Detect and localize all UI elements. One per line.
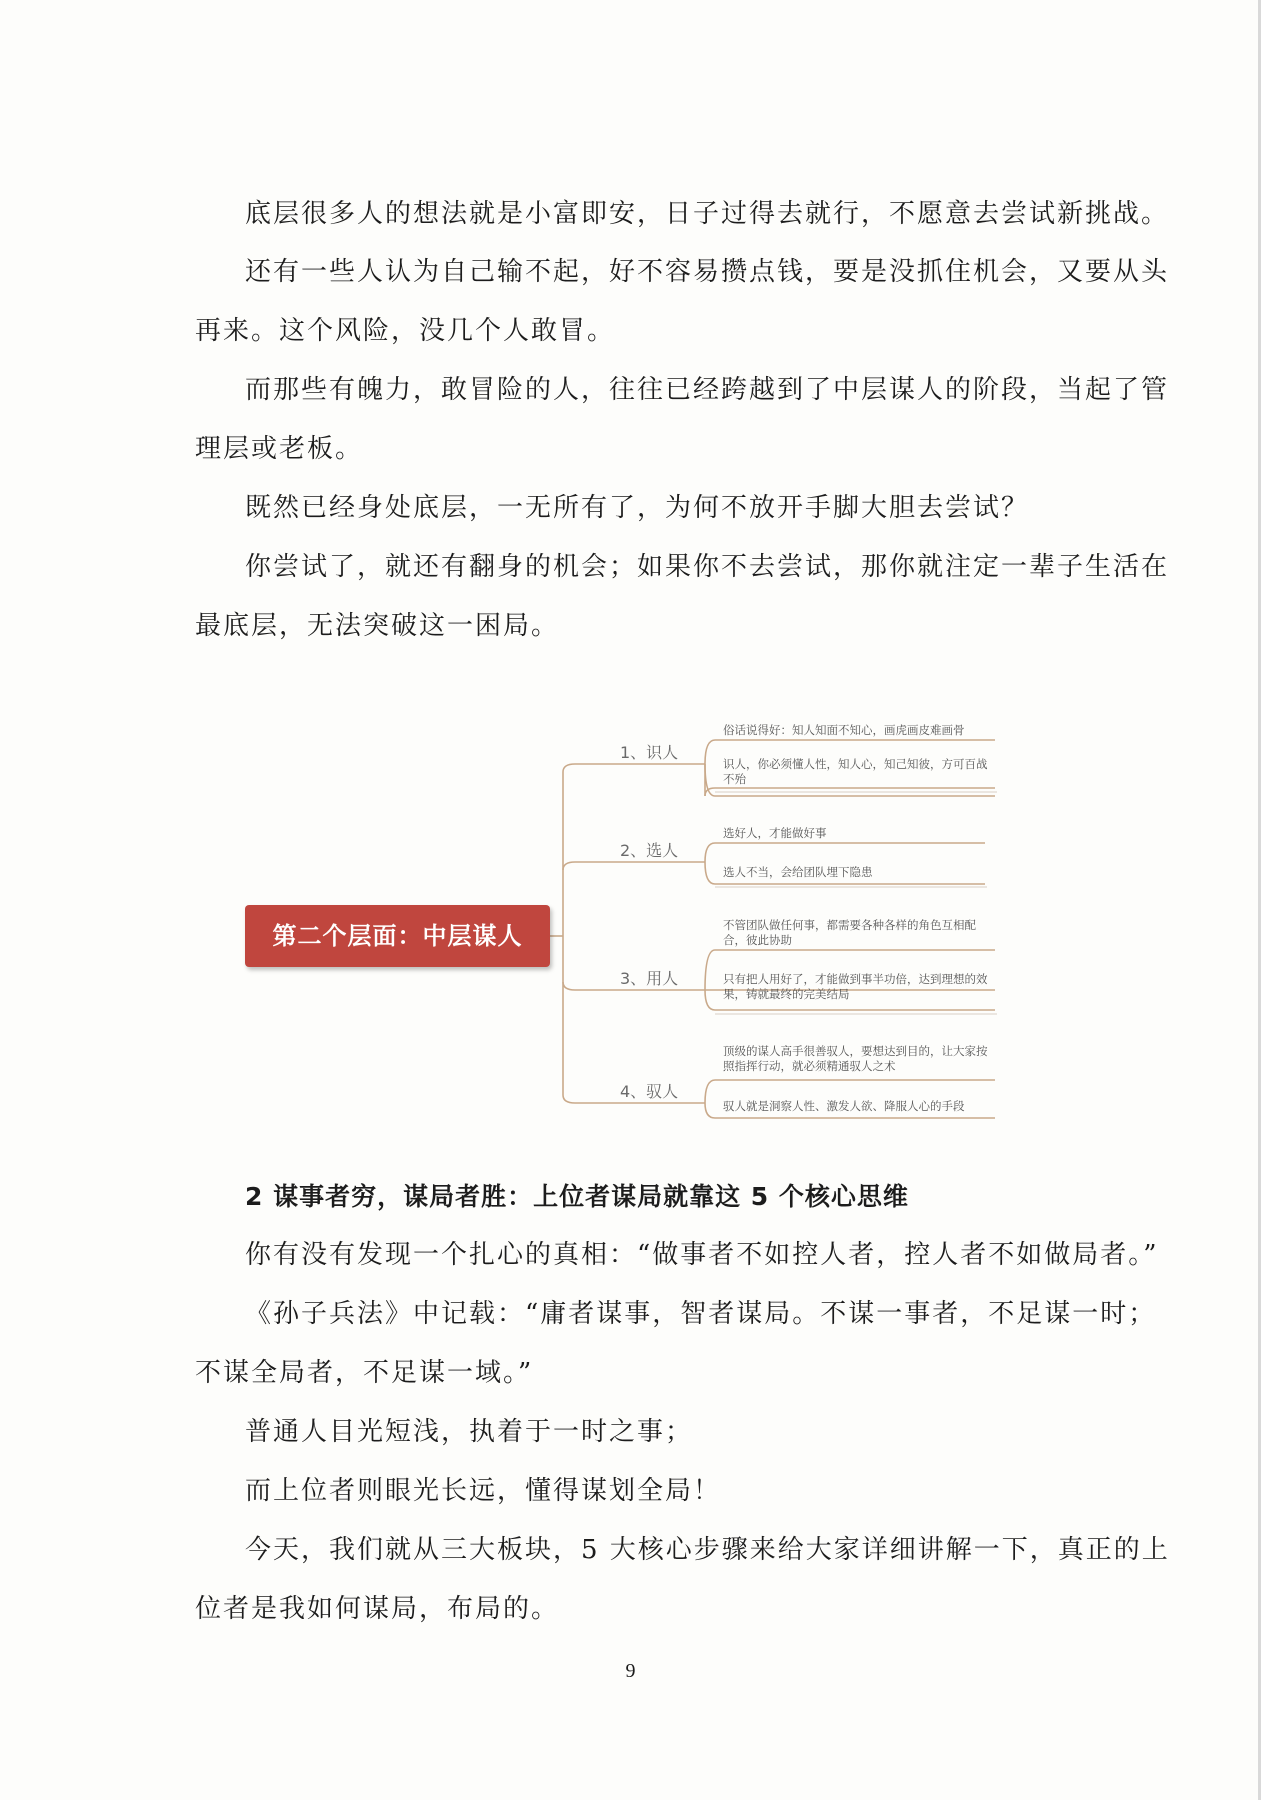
paragraph: 《孙子兵法》中记载：“庸者谋事，智者谋局。不谋一事者，不足谋一时； [245, 1299, 1157, 1329]
paragraph: 既然已经身处底层，一无所有了，为何不放开手脚大胆去尝试？ [245, 493, 1030, 523]
paragraph: 而上位者则眼光长远，懂得谋划全局！ [245, 1476, 722, 1506]
paragraph: 最底层，无法突破这一困局。 [195, 611, 560, 641]
mind-map-root: 第二个层面：中层谋人 [245, 905, 550, 967]
page-number: 9 [625, 1660, 636, 1682]
leaf-note: 顶级的谋人高手很善驭人，要想达到目的，让大家按照指挥行动，就必须精通驭人之术 [723, 1044, 988, 1073]
leaf-note: 不管团队做任何事，都需要各种各样的角色互相配合，彼此协助 [723, 918, 976, 947]
paragraph: 理层或老板。 [195, 434, 364, 464]
paragraph: 底层很多人的想法就是小富即安，日子过得去就行，不愿意去尝试新挑战。 [245, 199, 1170, 229]
branch-line-2 [563, 862, 705, 870]
section-heading: 2 谋事者穷，谋局者胜：上位者谋局就靠这 5 个核心思维 [245, 1182, 909, 1211]
branch-label-select: 2、选人 [620, 841, 679, 860]
branch-line-1 [563, 764, 705, 772]
branch-label-control: 4、驭人 [620, 1082, 679, 1101]
branch-label-identify: 1、识人 [620, 743, 679, 762]
leaf-note: 识人，你必须懂人性，知人心，知己知彼，方可百战不殆 [723, 757, 988, 786]
leaf-note: 选好人，才能做好事 [723, 826, 827, 840]
leaf-note: 驭人就是洞察人性、激发人欲、降服人心的手段 [723, 1099, 965, 1113]
leaf-note: 只有把人用好了，才能做到事半功倍，达到理想的效果，铸就最终的完美结局 [723, 972, 988, 1001]
paragraph: 再来。这个风险，没几个人敢冒。 [195, 316, 616, 346]
leaf-note: 选人不当，会给团队埋下隐患 [723, 865, 873, 879]
paragraph: 你尝试了，就还有翻身的机会；如果你不去尝试，那你就注定一辈子生活在 [245, 552, 1170, 582]
branch-label-use: 3、用人 [620, 969, 679, 988]
paragraph: 普通人目光短浅，执着于一时之事； [245, 1417, 694, 1447]
paragraph: 不谋全局者，不足谋一域。” [195, 1358, 534, 1388]
mind-map [245, 700, 1005, 1120]
leaf-note: 俗话说得好：知人知面不知心，画虎画皮难画骨 [723, 723, 965, 737]
paragraph: 还有一些人认为自己输不起，好不容易攒点钱，要是没抓住机会，又要从头 [245, 257, 1170, 287]
paragraph: 而那些有魄力，敢冒险的人，往往已经跨越到了中层谋人的阶段，当起了管 [245, 375, 1170, 405]
paragraph: 你有没有发现一个扎心的真相：“做事者不如控人者，控人者不如做局者。” [245, 1240, 1159, 1270]
paragraph: 今天，我们就从三大板块，5 大核心步骤来给大家详细讲解一下，真正的上 [245, 1535, 1170, 1565]
paragraph: 位者是我如何谋局，布局的。 [195, 1594, 560, 1624]
